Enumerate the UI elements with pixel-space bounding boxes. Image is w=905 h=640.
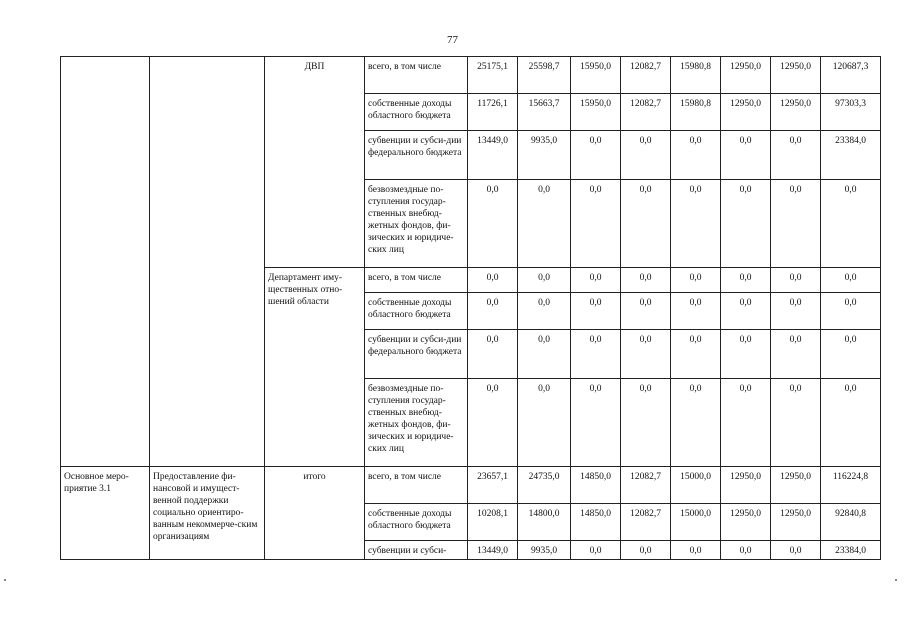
value-cell: 0,0 — [571, 541, 621, 560]
value-cell: 0,0 — [621, 268, 671, 293]
value-cell: 13449,0 — [468, 131, 518, 180]
value-cell: 15980,8 — [671, 94, 721, 131]
value-cell: 15000,0 — [671, 504, 721, 541]
value-cell: 14850,0 — [571, 504, 621, 541]
funding-source-cell: собственные доходы областного бюджета — [365, 293, 468, 330]
value-cell: 25175,1 — [468, 57, 518, 94]
value-cell: 0,0 — [621, 131, 671, 180]
description-cell — [150, 57, 265, 467]
value-cell: 0,0 — [571, 180, 621, 268]
table-row — [61, 57, 881, 94]
value-cell: 0,0 — [571, 268, 621, 293]
funding-source-cell: всего, в том числе — [365, 268, 468, 293]
value-cell: 0,0 — [721, 131, 771, 180]
value-cell: 0,0 — [571, 379, 621, 467]
value-cell: 0,0 — [621, 379, 671, 467]
event-cell — [61, 57, 150, 467]
value-cell: 0,0 — [621, 293, 671, 330]
value-cell: 12082,7 — [621, 94, 671, 131]
value-cell: 12950,0 — [721, 57, 771, 94]
value-cell: 24735,0 — [518, 467, 571, 504]
value-cell: 97303,3 — [821, 94, 881, 131]
funding-source-cell: субвенции и субси- — [365, 541, 468, 560]
description-cell: Предоставление фи-нансовой и имущест-венной поддержки социально ориентиро-ванным некоммерче-ским организациям — [150, 467, 265, 560]
value-cell: 0,0 — [518, 330, 571, 379]
value-cell: 0,0 — [518, 180, 571, 268]
value-cell: 0,0 — [518, 268, 571, 293]
budget-table — [60, 56, 881, 560]
value-cell: 0,0 — [571, 293, 621, 330]
value-cell: 0,0 — [468, 330, 518, 379]
value-cell: 12950,0 — [771, 504, 821, 541]
value-cell: 15663,7 — [518, 94, 571, 131]
value-cell: 14800,0 — [518, 504, 571, 541]
page-number: 77 — [447, 34, 458, 46]
value-cell: 0,0 — [518, 379, 571, 467]
value-cell: 12082,7 — [621, 504, 671, 541]
value-cell: 12950,0 — [721, 504, 771, 541]
owner-cell: ДВП — [265, 57, 365, 268]
value-cell: 116224,8 — [821, 467, 881, 504]
value-cell: 12950,0 — [721, 94, 771, 131]
value-cell: 0,0 — [671, 330, 721, 379]
value-cell: 0,0 — [671, 268, 721, 293]
value-cell: 9935,0 — [518, 541, 571, 560]
value-cell: 10208,1 — [468, 504, 518, 541]
value-cell: 0,0 — [468, 293, 518, 330]
value-cell: 92840,8 — [821, 504, 881, 541]
value-cell: 0,0 — [671, 180, 721, 268]
value-cell: 0,0 — [821, 268, 881, 293]
value-cell: 12950,0 — [771, 57, 821, 94]
value-cell: 0,0 — [821, 180, 881, 268]
value-cell: 0,0 — [721, 541, 771, 560]
owner-cell: итого — [265, 467, 365, 560]
value-cell: 0,0 — [721, 268, 771, 293]
value-cell: 0,0 — [571, 131, 621, 180]
value-cell: 13449,0 — [468, 541, 518, 560]
value-cell: 23384,0 — [821, 541, 881, 560]
value-cell: 25598,7 — [518, 57, 571, 94]
table-row — [61, 467, 881, 504]
value-cell: 0,0 — [571, 330, 621, 379]
funding-source-cell: собственные доходы областного бюджета — [365, 94, 468, 131]
funding-source-cell: субвенции и субси-дии федерального бюджета — [365, 330, 468, 379]
value-cell: 0,0 — [468, 379, 518, 467]
value-cell: 0,0 — [771, 131, 821, 180]
value-cell: 0,0 — [821, 293, 881, 330]
value-cell: 0,0 — [721, 379, 771, 467]
scan-speck-right — [895, 579, 897, 581]
value-cell: 12950,0 — [721, 467, 771, 504]
funding-source-cell: субвенции и субси-дии федерального бюджета — [365, 131, 468, 180]
value-cell: 0,0 — [721, 293, 771, 330]
value-cell: 11726,1 — [468, 94, 518, 131]
value-cell: 0,0 — [468, 268, 518, 293]
value-cell: 0,0 — [621, 180, 671, 268]
value-cell: 23657,1 — [468, 467, 518, 504]
value-cell: 120687,3 — [821, 57, 881, 94]
value-cell: 0,0 — [671, 293, 721, 330]
funding-source-cell: безвозмездные по-ступления государ-ственных внебюд-жетных фондов, фи-зических и юридиче-ских лиц — [365, 379, 468, 467]
value-cell: 0,0 — [721, 180, 771, 268]
value-cell: 0,0 — [621, 541, 671, 560]
funding-source-cell: безвозмездные по-ступления государ-ственных внебюд-жетных фондов, фи-зических и юридиче-ских лиц — [365, 180, 468, 268]
value-cell: 0,0 — [671, 541, 721, 560]
value-cell: 0,0 — [468, 180, 518, 268]
value-cell: 0,0 — [821, 330, 881, 379]
funding-source-cell: собственные доходы областного бюджета — [365, 504, 468, 541]
value-cell: 15000,0 — [671, 467, 721, 504]
value-cell: 0,0 — [671, 131, 721, 180]
value-cell: 0,0 — [771, 293, 821, 330]
value-cell: 0,0 — [771, 180, 821, 268]
value-cell: 12950,0 — [771, 467, 821, 504]
funding-source-cell: всего, в том числе — [365, 467, 468, 504]
funding-source-cell: всего, в том числе — [365, 57, 468, 94]
value-cell: 0,0 — [671, 379, 721, 467]
value-cell: 12950,0 — [771, 94, 821, 131]
value-cell: 15950,0 — [571, 57, 621, 94]
value-cell: 23384,0 — [821, 131, 881, 180]
value-cell: 15950,0 — [571, 94, 621, 131]
event-cell: Основное меро-приятие 3.1 — [61, 467, 150, 560]
owner-cell: Департамент иму-щественных отно-шений области — [265, 268, 365, 467]
value-cell: 9935,0 — [518, 131, 571, 180]
value-cell: 0,0 — [771, 541, 821, 560]
value-cell: 14850,0 — [571, 467, 621, 504]
value-cell: 12082,7 — [621, 467, 671, 504]
value-cell: 0,0 — [721, 330, 771, 379]
value-cell: 0,0 — [771, 330, 821, 379]
value-cell: 0,0 — [771, 268, 821, 293]
value-cell: 0,0 — [621, 330, 671, 379]
value-cell: 12082,7 — [621, 57, 671, 94]
value-cell: 0,0 — [821, 379, 881, 467]
scan-speck-left — [4, 579, 6, 581]
value-cell: 15980,8 — [671, 57, 721, 94]
value-cell: 0,0 — [771, 379, 821, 467]
value-cell: 0,0 — [518, 293, 571, 330]
